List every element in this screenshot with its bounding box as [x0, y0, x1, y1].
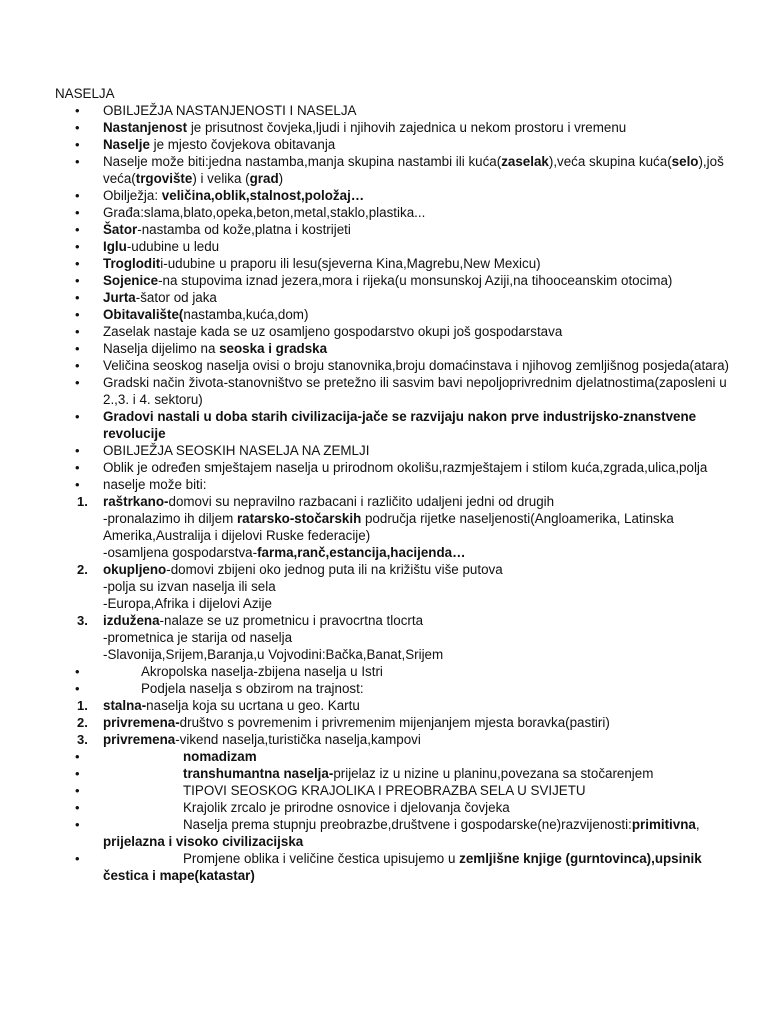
- bullet-marker: •: [75, 664, 80, 679]
- text-run: zemljišne knjige (gurntovinca),upsinik čestica i mape(katastar): [103, 851, 702, 883]
- text-run: zaselak: [501, 154, 549, 169]
- bullet-marker: •: [75, 409, 80, 424]
- text-run: je prisutnost čovjeka,ljudi i njihovih zajednica u nekom prostoru i vremenu: [187, 120, 627, 135]
- item-text: [103, 850, 735, 884]
- item-text: [103, 783, 586, 798]
- text-run: farma,ranč,estancija,hacijenda…: [257, 545, 466, 560]
- text-run: ,: [695, 817, 700, 832]
- item-text: [103, 341, 327, 356]
- text-run: trgovište: [135, 171, 193, 186]
- bullet-item: [55, 782, 735, 799]
- numbered-item: [55, 731, 735, 748]
- bullet-marker: •: [75, 749, 80, 764]
- bullet-marker: •: [75, 358, 80, 373]
- text-run: prijelazna i visoko civilizacijska: [103, 834, 304, 849]
- bullet-marker: •: [75, 341, 80, 356]
- bullet-item: [55, 119, 735, 136]
- text-run: Promjene oblika i veličine čestica upisujemo u: [183, 851, 460, 866]
- sub-line: [103, 595, 735, 612]
- document-body: [55, 85, 735, 884]
- bullet-marker: •: [75, 460, 80, 475]
- item-text: [103, 765, 735, 782]
- text-run: Nastanjenost: [103, 120, 188, 135]
- sub-line: [103, 578, 735, 595]
- text-run: Sojenice: [103, 273, 159, 288]
- text-run: selo: [671, 154, 699, 169]
- bullet-marker: •: [75, 800, 80, 815]
- text-run: -na stupovima iznad jezera,mora i rijeka(u monsunskoj Aziji,na tihooceanskim otocima): [158, 273, 673, 288]
- item-text: [103, 494, 554, 509]
- bullet-item: [55, 850, 735, 884]
- bullet-marker: •: [75, 205, 80, 220]
- text-run: ),još veća(: [103, 154, 724, 186]
- text-run: transhumantna naselja-: [183, 766, 334, 781]
- text-run: Gradski način života-stanovništvo se pretežno ili sasvim bavi nepoljoprivrednim djelatnostima(zaposleni u 2.,3. i 4. sektoru): [103, 375, 727, 407]
- bullet-item: [55, 238, 735, 255]
- text-run: Građa:slama,blato,opeka,beton,metal,staklo,plastika...: [103, 205, 426, 220]
- bullet-item: [55, 136, 735, 153]
- text-run: Troglodit: [103, 256, 161, 271]
- item-text: [103, 307, 308, 322]
- text-run: ): [278, 171, 284, 186]
- number-marker: 1.: [77, 698, 88, 713]
- text-run: Oblik je određen smještajem naselja u prirodnom okolišu,razmještajem i stilom kuća,zgrada,ulica,polja: [103, 460, 708, 475]
- text-run: prijelaz iz u nizine u planinu,povezana sa stočarenjem: [333, 766, 654, 781]
- bullet-item: [55, 153, 735, 187]
- bullet-item: [55, 374, 735, 408]
- text-run: Naselja dijelimo na: [103, 341, 220, 356]
- text-run: područja rijetke naseljenosti(Angloamerika, Latinska Amerika,Australija i dijelovi Ruske federacije): [103, 511, 674, 543]
- item-text: [103, 137, 335, 152]
- text-run: Akropolska naselja-zbijena naselja u Istri: [141, 664, 383, 679]
- bullet-marker: •: [75, 290, 80, 305]
- bullet-item: [55, 816, 735, 850]
- notes-list: [55, 102, 735, 884]
- bullet-marker: •: [75, 851, 80, 866]
- bullet-marker: •: [75, 817, 80, 832]
- item-text: [103, 256, 541, 271]
- item-text: [103, 409, 696, 441]
- bullet-item: [55, 289, 735, 306]
- item-text: [103, 443, 369, 458]
- bullet-item: [55, 323, 735, 340]
- bullet-item: [55, 187, 735, 204]
- item-text: [103, 290, 217, 305]
- text-run: Naselje: [103, 137, 150, 152]
- numbered-item: [55, 697, 735, 714]
- bullet-item: [55, 680, 735, 697]
- item-text: [103, 816, 735, 850]
- text-run: nomadizam: [183, 749, 257, 764]
- numbered-item: [55, 493, 735, 561]
- item-text: [103, 188, 364, 203]
- item-text: [103, 273, 672, 288]
- text-run: OBILJEŽJA NASTANJENOSTI I NASELJA: [103, 103, 357, 118]
- bullet-marker: •: [75, 324, 80, 339]
- text-run: domovi su nepravilno razbacani i različito udaljeni jedni od drugih: [168, 494, 555, 509]
- number-marker: 3.: [77, 613, 88, 628]
- text-run: naselje može biti:: [103, 477, 207, 492]
- bullet-marker: •: [75, 681, 80, 696]
- text-run: nastamba,kuća,dom): [183, 307, 309, 322]
- numbered-item: [55, 561, 735, 612]
- text-run: okupljeno: [103, 562, 167, 577]
- text-run: -domovi zbijeni oko jednog puta ili na križištu više putova: [166, 562, 503, 577]
- text-run: -osamljena gospodarstva-: [103, 545, 258, 560]
- sub-line: [103, 544, 735, 561]
- bullet-marker: •: [75, 137, 80, 152]
- bullet-item: [55, 340, 735, 357]
- text-run: društvo s povremenim i privremenim mijenjanjem mjesta boravka(pastiri): [179, 715, 610, 730]
- text-run: Šator: [103, 222, 138, 237]
- bullet-marker: •: [75, 477, 80, 492]
- bullet-marker: •: [75, 103, 80, 118]
- bullet-item: [55, 663, 735, 680]
- text-run: -prometnica je starija od naselja: [103, 630, 293, 645]
- text-run: raštrkano-: [103, 494, 169, 509]
- text-run: veličina,oblik,stalnost,položaj…: [161, 188, 365, 203]
- item-text: [103, 324, 562, 339]
- item-text: [103, 681, 364, 696]
- bullet-marker: •: [75, 783, 80, 798]
- text-run: Obitavalište(: [103, 307, 184, 322]
- text-run: naselja koja su ucrtana u geo. Kartu: [146, 698, 360, 713]
- text-run: -pronalazimo ih diljem: [103, 511, 237, 526]
- bullet-marker: •: [75, 273, 80, 288]
- text-run: Obilježja:: [103, 188, 162, 203]
- text-run: ),veća skupina kuća(: [548, 154, 672, 169]
- text-run: Gradovi nastali u doba starih civilizacija-jače se razvijaju nakon prve industrijsko-znanstvene revolucije: [103, 409, 697, 441]
- bullet-item: [55, 204, 735, 221]
- bullet-item: [55, 306, 735, 323]
- bullet-marker: •: [75, 766, 80, 781]
- text-run: -polja su izvan naselja ili sela: [103, 579, 276, 594]
- bullet-item: [55, 255, 735, 272]
- number-marker: 1.: [77, 494, 88, 509]
- item-text: [103, 664, 383, 679]
- bullet-marker: •: [75, 154, 80, 169]
- text-run: grad: [249, 171, 279, 186]
- text-run: -Europa,Afrika i dijelovi Azije: [103, 596, 272, 611]
- bullet-item: [55, 799, 735, 816]
- bullet-item: [55, 476, 735, 493]
- text-run: je mjesto čovjekova obitavanja: [149, 137, 336, 152]
- item-text: [103, 749, 257, 764]
- item-text: [103, 477, 206, 492]
- item-text: [103, 460, 707, 475]
- bullet-marker: •: [75, 375, 80, 390]
- item-text: [103, 120, 626, 135]
- text-run: privremena-: [103, 715, 180, 730]
- text-run: Veličina seoskog naselja ovisi o broju stanovnika,broju domaćinstava i njihovog zemljišnog posjeda(atara): [103, 358, 729, 373]
- item-text: [103, 732, 421, 747]
- text-run: -vikend naselja,turistička naselja,kampovi: [175, 732, 421, 747]
- item-text: [103, 103, 357, 118]
- text-run: i-udubine u praporu ili lesu(sjeverna Kina,Magrebu,New Mexicu): [160, 256, 541, 271]
- text-run: Iglu: [103, 239, 127, 254]
- text-run: -Slavonija,Srijem,Baranja,u Vojvodini:Bačka,Banat,Srijem: [103, 647, 444, 662]
- item-text: [103, 205, 425, 220]
- text-run: TIPOVI SEOSKOG KRAJOLIKA I PREOBRAZBA SELA U SVIJETU: [183, 783, 586, 798]
- text-run: -šator od jaka: [135, 290, 217, 305]
- bullet-item: [55, 102, 735, 119]
- item-text: [103, 222, 351, 237]
- text-run: -udubine u ledu: [126, 239, 220, 254]
- item-text: [103, 239, 219, 254]
- numbered-item: [55, 612, 735, 663]
- text-run: ratarsko-stočarskih: [236, 511, 362, 526]
- bullet-item: [55, 442, 735, 459]
- sub-line: [103, 629, 735, 646]
- text-run: Naselja prema stupnju preobrazbe,društvene i gospodarske(ne)razvijenosti:: [183, 817, 632, 832]
- number-marker: 2.: [77, 562, 88, 577]
- text-run: Jurta: [103, 290, 136, 305]
- text-run: -nalaze se uz prometnicu i pravocrtna tlocrta: [159, 613, 424, 628]
- text-run: Naselje može biti:jedna nastamba,manja skupina nastambi ili kuća(: [103, 154, 502, 169]
- item-text: [103, 562, 503, 577]
- bullet-item: [55, 272, 735, 289]
- item-text: [103, 613, 423, 628]
- item-text: [103, 715, 610, 730]
- text-run: Podjela naselja s obzirom na trajnost:: [141, 681, 364, 696]
- bullet-item: [55, 765, 735, 782]
- bullet-marker: •: [75, 443, 80, 458]
- bullet-marker: •: [75, 188, 80, 203]
- text-run: primitivna: [631, 817, 696, 832]
- bullet-marker: •: [75, 239, 80, 254]
- bullet-marker: •: [75, 307, 80, 322]
- number-marker: 2.: [77, 715, 88, 730]
- bullet-item: [55, 748, 735, 765]
- text-run: seoska i gradska: [219, 341, 328, 356]
- text-run: izdužena: [103, 613, 160, 628]
- bullet-marker: •: [75, 256, 80, 271]
- bullet-item: [55, 357, 735, 374]
- text-run: OBILJEŽJA SEOSKIH NASELJA NA ZEMLJI: [103, 443, 370, 458]
- item-text: [103, 154, 724, 186]
- text-run: Zaselak nastaje kada se uz osamljeno gospodarstvo okupi još gospodarstava: [103, 324, 563, 339]
- text-run: privremena: [103, 732, 176, 747]
- bullet-item: [55, 221, 735, 238]
- text-run: ) i velika (: [192, 171, 250, 186]
- item-text: [103, 800, 510, 815]
- item-text: [103, 698, 360, 713]
- bullet-item: [55, 459, 735, 476]
- item-text: [103, 375, 727, 407]
- bullet-item: [55, 408, 735, 442]
- text-run: -nastamba od kože,platna i kostrijeti: [137, 222, 351, 237]
- bullet-marker: •: [75, 222, 80, 237]
- document-title: NASELJA: [55, 86, 115, 101]
- number-marker: 3.: [77, 732, 88, 747]
- sub-line: [103, 510, 735, 544]
- text-run: Krajolik zrcalo je prirodne osnovice i djelovanja čovjeka: [183, 800, 510, 815]
- text-run: stalna-: [103, 698, 147, 713]
- item-text: [103, 358, 729, 373]
- numbered-item: [55, 714, 735, 731]
- sub-line: [103, 646, 735, 663]
- bullet-marker: •: [75, 120, 80, 135]
